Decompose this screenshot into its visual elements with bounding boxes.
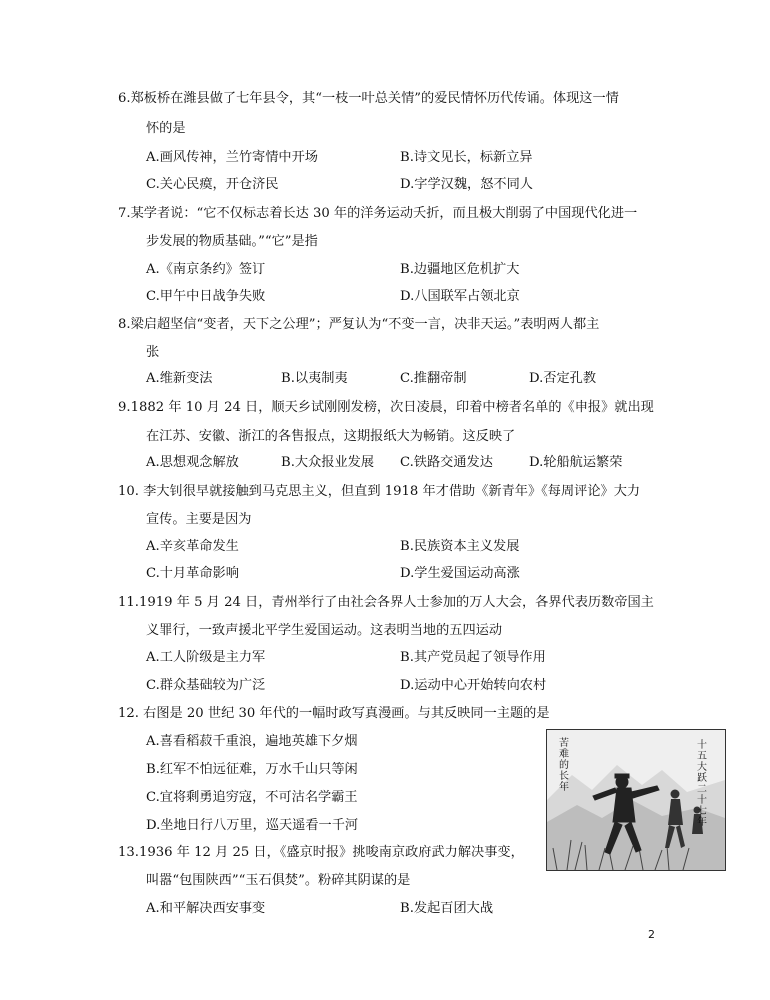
q8-option-d: D.否定孔教 bbox=[529, 371, 597, 386]
q10-option-b: B.民族资本主义发展 bbox=[400, 539, 520, 554]
q13-option-a: A.和平解决西安事变 bbox=[146, 901, 266, 916]
q11-option-b: B.其产党员起了领导作用 bbox=[400, 650, 546, 665]
q7-stem-line2: 步发展的物质基础。”“它”是指 bbox=[146, 234, 318, 249]
q9-option-d: D.轮船航运繁荣 bbox=[529, 455, 623, 470]
q6-stem-line2: 怀的是 bbox=[146, 121, 186, 136]
q12-option-a: A.喜看稻菽千重浪，遍地英雄下夕烟 bbox=[146, 734, 358, 749]
q13-stem-line2: 叫嚣“包围陕西”“玉石俱焚”。粉碎其阴谋的是 bbox=[146, 873, 411, 888]
q9-option-b: B.大众报业发展 bbox=[281, 455, 375, 470]
q12-stem-line1: 12. 右图是 20 世纪 30 年代的一幅时政写真漫画。与其反映同一主题的是 bbox=[118, 706, 550, 721]
q6-stem-line1: 6.郑板桥在潍县做了七年县令，其“一枝一叶总关情”的爱民情怀历代传诵。体现这一情 bbox=[118, 91, 619, 106]
q7-option-a: A.《南京条约》签订 bbox=[146, 262, 266, 277]
q10-stem-line2: 宣传。主要是因为 bbox=[146, 512, 252, 527]
q8-option-a: A.维新变法 bbox=[146, 371, 213, 386]
q12-option-b: B.红军不怕远征难，万水千山只等闲 bbox=[146, 762, 358, 777]
q8-stem-line1: 8.梁启超坚信“变者，天下之公理”；严复认为“不变一言，决非天运。”表明两人都主 bbox=[118, 317, 600, 332]
q11-stem-line1: 11.1919 年 5 月 24 日，青州举行了由社会各界人士参加的万人大会，各界代表历数帝国主 bbox=[118, 595, 654, 610]
page-number: 2 bbox=[648, 928, 655, 941]
q10-stem-line1: 10. 李大钊很早就接触到马克思主义，但直到 1918 年才借助《新青年》《每周评论》大力 bbox=[118, 484, 641, 499]
q6-option-c: C.关心民瘼，开仓济民 bbox=[146, 177, 279, 192]
q10-option-d: D.学生爱国运动高涨 bbox=[400, 566, 520, 581]
q9-stem-line1: 9.1882 年 10 月 24 日，顺天乡试刚刚发榜，次日凌晨，印着中榜者名单的《申报》就出现 bbox=[118, 400, 654, 415]
q8-option-c: C.推翻帝制 bbox=[400, 371, 467, 386]
q11-option-d: D.运动中心开始转向农村 bbox=[400, 678, 547, 693]
cartoon-caption-left: 苦难的长年 bbox=[559, 738, 569, 793]
q11-option-c: C.群众基础较为广泛 bbox=[146, 678, 266, 693]
q6-option-d: D.字学汉魏，怒不同人 bbox=[400, 177, 533, 192]
q7-option-b: B.边疆地区危机扩大 bbox=[400, 262, 520, 277]
q7-option-c: C.甲午中日战争失败 bbox=[146, 289, 266, 304]
cartoon-caption-right: 十五大跃二十七年 bbox=[697, 740, 707, 828]
q12-option-c: C.宜将剩勇追穷寇，不可沽名学霸王 bbox=[146, 790, 358, 805]
q9-stem-line2: 在江苏、安徽、浙江的各售报点，这期报纸大为畅销。这反映了 bbox=[146, 429, 516, 444]
q8-stem-line2: 张 bbox=[146, 345, 160, 360]
q10-option-c: C.十月革命影响 bbox=[146, 566, 239, 581]
q9-option-a: A.思想观念解放 bbox=[146, 455, 239, 470]
q6-option-b: B.诗文见长，标新立异 bbox=[400, 150, 533, 165]
q7-stem-line1: 7.某学者说：“它不仅标志着长达 30 年的洋务运动夭折，而且极大削弱了中国现代化进一 bbox=[118, 206, 638, 221]
q12-option-d: D.坐地日行八万里，巡天遥看一千河 bbox=[146, 818, 359, 833]
q9-option-c: C.铁路交通发达 bbox=[400, 455, 493, 470]
q11-stem-line2: 义罪行，一致声援北平学生爱国运动。这表明当地的五四运动 bbox=[146, 623, 503, 638]
q8-option-b: B.以夷制夷 bbox=[281, 371, 348, 386]
q6-option-a: A.画风传神，兰竹寄情中开场 bbox=[146, 150, 318, 165]
q13-stem-line1: 13.1936 年 12 月 25 日，《盛京时报》挑唆南京政府武力解决事变， bbox=[118, 845, 524, 860]
q13-option-b: B.发起百团大战 bbox=[400, 901, 494, 916]
q10-option-a: A.辛亥革命发生 bbox=[146, 539, 239, 554]
cartoon-image bbox=[546, 729, 726, 871]
q11-option-a: A.工人阶级是主力军 bbox=[146, 650, 266, 665]
q7-option-d: D.八国联军占领北京 bbox=[400, 289, 520, 304]
